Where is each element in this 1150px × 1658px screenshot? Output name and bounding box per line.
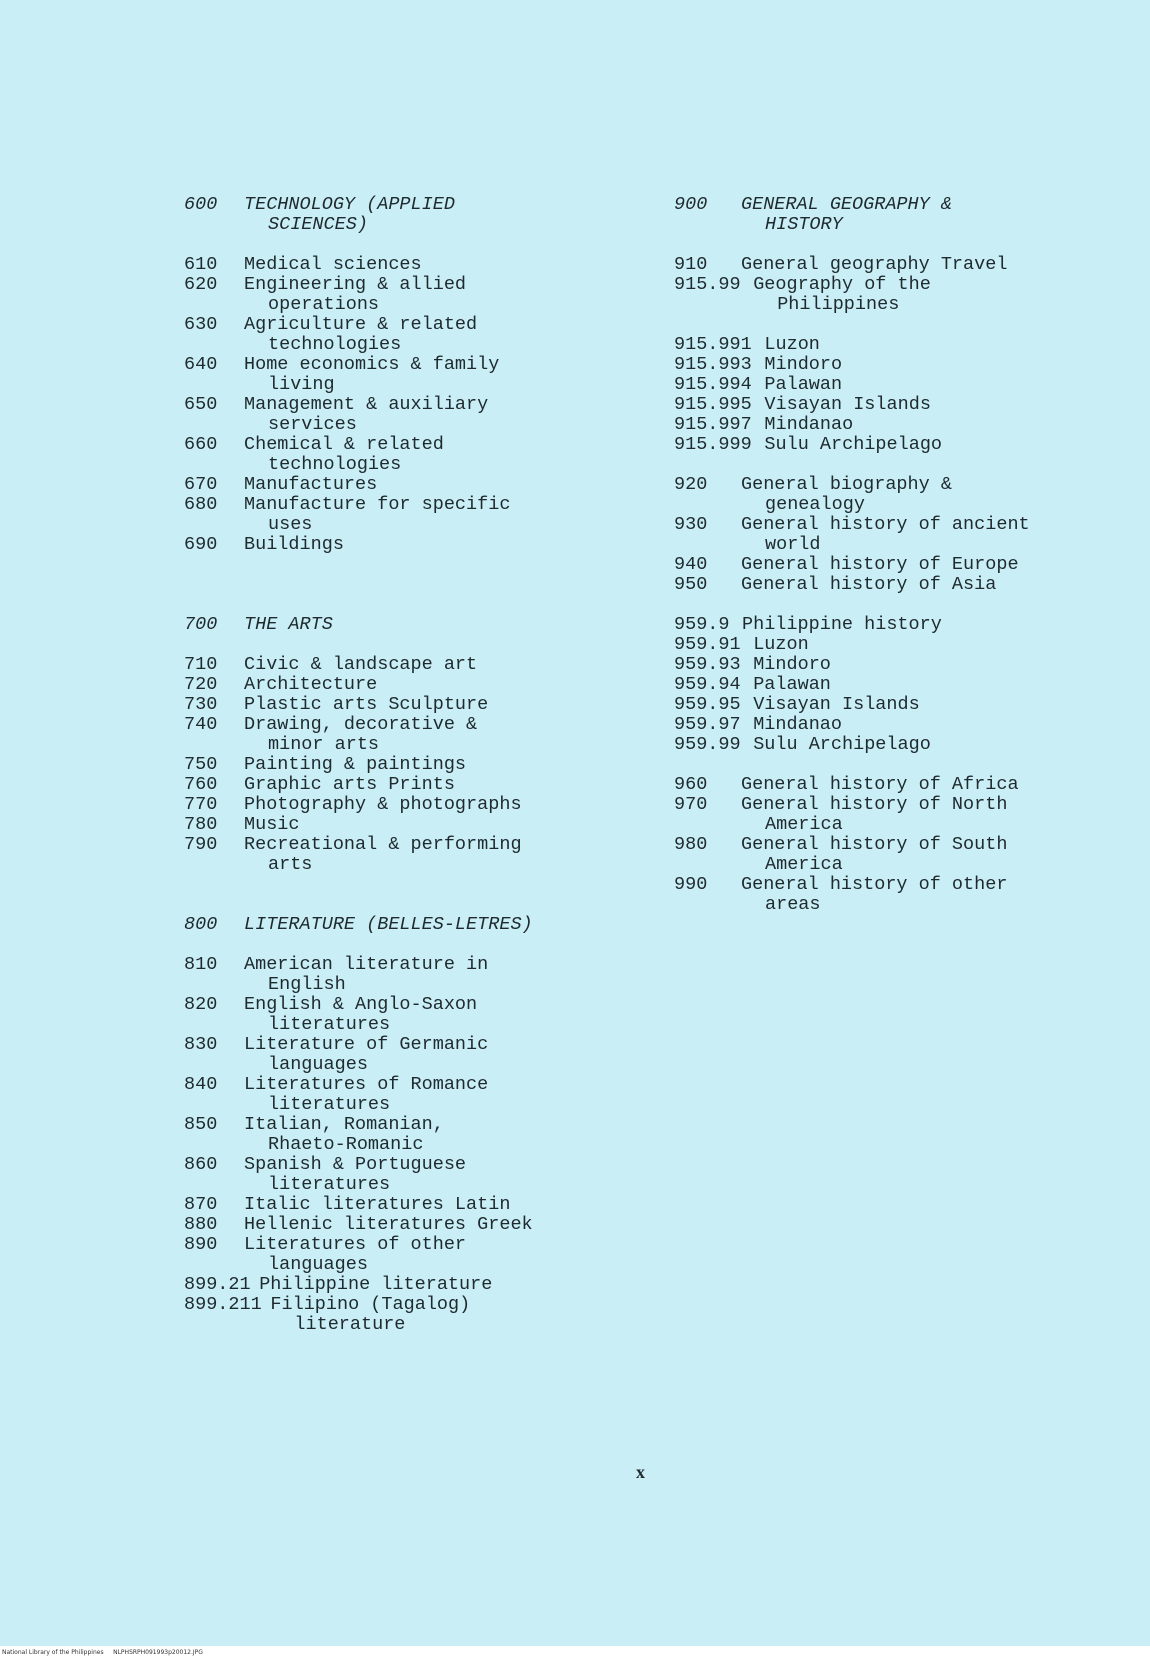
class-entry [674, 355, 1114, 375]
class-title: Palawan [753, 674, 831, 695]
class-title-continued: genealogy [765, 494, 865, 515]
class-title: General history of South [741, 834, 1008, 855]
class-entry [184, 275, 604, 315]
class-title: Photography & photographs [244, 794, 522, 815]
right-column [674, 195, 1114, 915]
class-title-continued: America [765, 854, 843, 875]
geography-group-4 [674, 615, 1114, 755]
geography-group-3 [674, 475, 1114, 595]
class-code: 760 [184, 774, 218, 795]
class-title-continued: America [765, 814, 843, 835]
class-entry [184, 495, 604, 535]
class-code: 600 [184, 194, 218, 215]
class-title: TECHNOLOGY (APPLIED [244, 194, 455, 215]
class-title-continued: world [765, 534, 821, 555]
class-title: Literatures of Romance [244, 1074, 489, 1095]
class-title: Chemical & related [244, 434, 444, 455]
class-code: 850 [184, 1114, 218, 1135]
class-code: 970 [674, 794, 708, 815]
class-entry [674, 775, 1114, 795]
class-title-continued: Philippines [777, 294, 900, 315]
class-code: 610 [184, 254, 218, 275]
class-entry [674, 375, 1114, 395]
class-entry [674, 575, 1114, 595]
class-title: Recreational & performing [244, 834, 522, 855]
class-title-continued: technologies [268, 334, 402, 355]
class-title: Italian, Romanian, [244, 1114, 444, 1135]
class-entry [184, 815, 604, 835]
class-title: General history of Europe [741, 554, 1019, 575]
class-code: 780 [184, 814, 218, 835]
class-code: 690 [184, 534, 218, 555]
class-code: 899.211 [184, 1294, 262, 1315]
geography-group-1 [674, 255, 1114, 315]
class-code: 820 [184, 994, 218, 1015]
class-code: 960 [674, 774, 708, 795]
class-title: Sulu Archipelago [764, 434, 943, 455]
class-title: GENERAL GEOGRAPHY & [741, 194, 952, 215]
class-title: General history of ancient [741, 514, 1030, 535]
section-literature [184, 915, 604, 1335]
class-title: Manufacture for specific [244, 494, 511, 515]
class-title: Manufactures [244, 474, 378, 495]
class-title: Palawan [764, 374, 843, 395]
class-code: 959.99 [674, 734, 741, 755]
left-column [184, 195, 604, 1335]
class-code: 959.94 [674, 674, 741, 695]
class-code: 770 [184, 794, 218, 815]
class-entry [674, 675, 1114, 695]
class-entry [674, 875, 1114, 915]
class-entry [184, 1215, 604, 1235]
class-title-continued: literature [294, 1314, 406, 1335]
class-code: 680 [184, 494, 218, 515]
class-code: 915.993 [674, 354, 752, 375]
class-title: English & Anglo-Saxon [244, 994, 478, 1015]
class-entry [674, 555, 1114, 575]
class-title: Visayan Islands [764, 394, 931, 415]
class-entry [184, 1115, 604, 1155]
class-entry [184, 675, 604, 695]
class-entry [184, 395, 604, 435]
class-code: 959.97 [674, 714, 741, 735]
class-code: 620 [184, 274, 218, 295]
class-entry [674, 695, 1114, 715]
class-title-continued: uses [268, 514, 313, 535]
class-code: 740 [184, 714, 218, 735]
class-title: General geography Travel [741, 254, 1008, 275]
class-entry [184, 1035, 604, 1075]
class-title: Home economics & family [244, 354, 500, 375]
class-entry [184, 1275, 604, 1295]
class-title: Agriculture & related [244, 314, 478, 335]
class-title-continued: areas [765, 894, 821, 915]
class-entry [184, 755, 604, 775]
class-title: Music [244, 814, 300, 835]
class-code: 915.995 [674, 394, 752, 415]
class-title-continued: languages [268, 1254, 368, 1275]
class-title: Luzon [753, 634, 809, 655]
class-code: 959.93 [674, 654, 741, 675]
class-code: 630 [184, 314, 218, 335]
class-entry [674, 715, 1114, 735]
class-title: Philippine history [742, 614, 942, 635]
section-heading [184, 915, 604, 935]
class-title: LITERATURE (BELLES-LETRES) [244, 914, 533, 935]
class-entry [184, 535, 604, 555]
class-entry [184, 1295, 604, 1335]
class-entry [674, 415, 1114, 435]
class-title-continued: languages [268, 1054, 368, 1075]
class-entry [184, 955, 604, 995]
class-title: Italic literatures Latin [244, 1194, 511, 1215]
class-code: 940 [674, 554, 708, 575]
class-entry [184, 795, 604, 815]
page-number: x [636, 1462, 645, 1482]
class-entry [184, 1075, 604, 1115]
class-title: Filipino (Tagalog) [270, 1294, 471, 1315]
class-title: Hellenic literatures Greek [244, 1214, 533, 1235]
class-entry [674, 655, 1114, 675]
class-title: Painting & paintings [244, 754, 467, 775]
class-entry [674, 255, 1114, 275]
class-entry [184, 995, 604, 1035]
class-title: Plastic arts Sculpture [244, 694, 489, 715]
class-title-continued: arts [268, 854, 313, 875]
class-code: 710 [184, 654, 218, 675]
class-title: Visayan Islands [753, 694, 920, 715]
class-title-continued: operations [268, 294, 380, 315]
class-code: 915.994 [674, 374, 752, 395]
class-code: 890 [184, 1234, 218, 1255]
class-entry [674, 395, 1114, 415]
class-code: 950 [674, 574, 708, 595]
class-title: Mindanao [764, 414, 854, 435]
class-code: 915.999 [674, 434, 752, 455]
class-entry [184, 1195, 604, 1215]
class-title: Management & auxiliary [244, 394, 489, 415]
class-code: 980 [674, 834, 708, 855]
class-title: General history of Africa [741, 774, 1019, 795]
class-code: 640 [184, 354, 218, 375]
geography-group-5 [674, 775, 1114, 915]
class-code: 670 [184, 474, 218, 495]
section-heading [674, 195, 1114, 235]
class-entry [674, 515, 1114, 555]
class-entry [184, 835, 604, 875]
class-title: Buildings [244, 534, 344, 555]
class-entry [184, 695, 604, 715]
class-title: Literature of Germanic [244, 1034, 489, 1055]
class-title-continued: living [268, 374, 335, 395]
class-title-continued: services [268, 414, 357, 435]
class-entry [184, 435, 604, 475]
class-code: 810 [184, 954, 218, 975]
class-title-continued: Rhaeto-Romanic [268, 1134, 424, 1155]
class-title: General history of Asia [741, 574, 997, 595]
class-title: Mindoro [764, 354, 843, 375]
class-entry [184, 775, 604, 795]
class-title: Graphic arts Prints [244, 774, 455, 795]
class-code: 790 [184, 834, 218, 855]
class-code: 700 [184, 614, 218, 635]
class-code: 750 [184, 754, 218, 775]
class-title-continued: SCIENCES) [268, 214, 368, 235]
class-code: 899.21 [184, 1274, 251, 1295]
class-title: Geography of the [753, 274, 931, 295]
class-title-continued: minor arts [268, 734, 380, 755]
section-heading [184, 615, 604, 635]
class-entry [674, 635, 1114, 655]
class-title: Literatures of other [244, 1234, 467, 1255]
class-title: Drawing, decorative & [244, 714, 478, 735]
class-title: Philippine literature [259, 1274, 493, 1295]
class-entry [674, 475, 1114, 515]
class-entry [184, 1155, 604, 1195]
class-title-continued: technologies [268, 454, 402, 475]
class-title: Engineering & allied [244, 274, 467, 295]
class-title: THE ARTS [244, 614, 333, 635]
class-code: 915.99 [674, 274, 741, 295]
class-title-continued: literatures [268, 1174, 391, 1195]
class-entry [184, 715, 604, 755]
class-code: 959.95 [674, 694, 741, 715]
class-title: General history of other [741, 874, 1008, 895]
section-geography-heading [674, 195, 1114, 235]
class-title-continued: literatures [268, 1014, 391, 1035]
footer-caption: National Library of the Philippines NLPHSRPH091993p20012.JPG [2, 1649, 203, 1656]
class-code: 660 [184, 434, 218, 455]
class-title: Medical sciences [244, 254, 422, 275]
class-code: 830 [184, 1034, 218, 1055]
class-code: 720 [184, 674, 218, 695]
class-code: 930 [674, 514, 708, 535]
class-entry [184, 355, 604, 395]
class-code: 959.9 [674, 614, 730, 635]
class-entry [184, 315, 604, 355]
class-code: 840 [184, 1074, 218, 1095]
class-title: General history of North [741, 794, 1008, 815]
class-title: Spanish & Portuguese [244, 1154, 467, 1175]
geography-group-2 [674, 335, 1114, 455]
class-title: American literature in [244, 954, 489, 975]
class-title: General biography & [741, 474, 952, 495]
class-code: 915.997 [674, 414, 752, 435]
class-code: 959.91 [674, 634, 741, 655]
class-entry [674, 835, 1114, 875]
class-entry [674, 335, 1114, 355]
class-title: Mindanao [753, 714, 843, 735]
class-code: 915.991 [674, 334, 752, 355]
class-title: Mindoro [753, 654, 831, 675]
class-code: 990 [674, 874, 708, 895]
class-entry [674, 435, 1114, 455]
class-code: 870 [184, 1194, 218, 1215]
class-entry [184, 255, 604, 275]
class-entry [674, 735, 1114, 755]
class-code: 900 [674, 194, 708, 215]
class-entry [674, 795, 1114, 835]
section-arts [184, 615, 604, 875]
class-title-continued: HISTORY [765, 214, 843, 235]
class-entry [184, 1235, 604, 1275]
class-entry [674, 275, 1114, 315]
class-title-continued: literatures [268, 1094, 391, 1115]
section-heading [184, 195, 604, 235]
class-code: 860 [184, 1154, 218, 1175]
class-code: 730 [184, 694, 218, 715]
class-entry [184, 475, 604, 495]
class-title-continued: English [268, 974, 346, 995]
class-title: Architecture [244, 674, 378, 695]
class-title: Civic & landscape art [244, 654, 478, 675]
class-entry [184, 655, 604, 675]
class-title: Luzon [764, 334, 820, 355]
class-code: 650 [184, 394, 218, 415]
class-title: Sulu Archipelago [753, 734, 931, 755]
class-code: 880 [184, 1214, 218, 1235]
class-code: 910 [674, 254, 708, 275]
class-code: 920 [674, 474, 708, 495]
class-entry [674, 615, 1114, 635]
section-technology [184, 195, 604, 555]
class-code: 800 [184, 914, 218, 935]
